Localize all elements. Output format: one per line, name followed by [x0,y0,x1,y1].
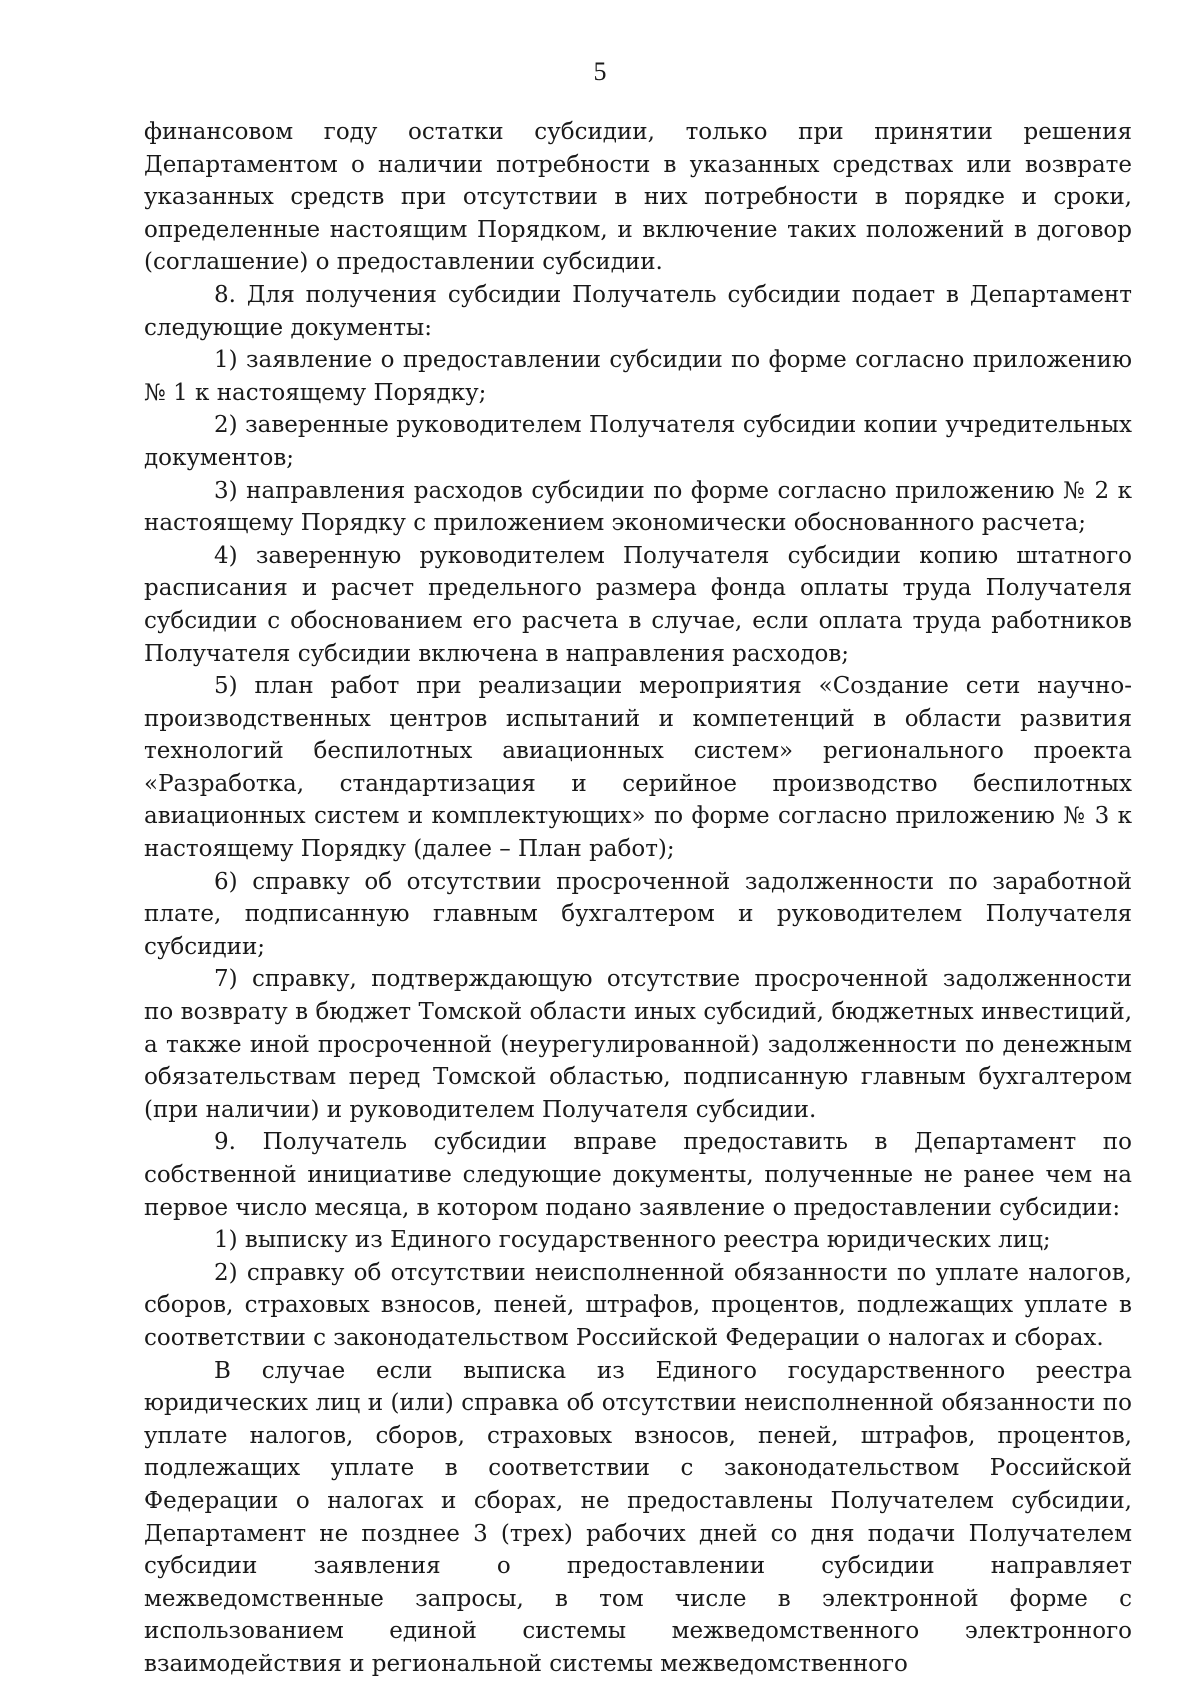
paragraph-item-9-2: 2) справку об отсутствии неисполненной обязанности по уплате налогов, сборов, страховых взносов, пеней, штрафов, процентов, подлежащих уплате в соответствии с законодательством Российской Федерации о налогах и сборах. [144,1259,1132,1351]
paragraph-item-9-1: 1) выписку из Единого государственного реестра юридических лиц; [214,1227,1051,1254]
paragraph-item-8-5: 5) план работ при реализации мероприятия «Создание сети научно-производственных центров испытаний и компетенций в области развития технологий беспилотных авиационных систем» регионального проекта «Разработка, стандартизация и серийное производство беспилотных авиационных систем и комплектующих» по форме согласно приложению № 3 к настоящему Порядку (далее – План работ); [144,673,1132,863]
paragraph-item-8-7: 7) справку, подтверждающую отсутствие просроченной задолженности по возврату в бюджет Томской области иных субсидий, бюджетных инвестиций, а также иной просроченной (неурегулированной) задолженности по денежным обязательствам перед Томской областью, подписанную главным бухгалтером (при наличии) и руководителем Получателя субсидии. [144,966,1132,1123]
paragraph-interagency-requests: В случае если выписка из Единого государственного реестра юридических лиц и (или) справка об отсутствии неисполненной обязанности по уплате налогов, сборов, страховых взносов, пеней, штрафов, процентов, подлежащих уплате в соответствии с законодательством Российской Федерации о налогах и сборах, не предоставлены Получателем субсидии, Департамент не позднее 3 (трех) рабочих дней со дня подачи Получателем субсидии заявления о предоставлении субсидии направляет межведомственные запросы, в том числе в электронной форме с использованием единой системы межведомственного электронного взаимодействия и региональной системы межведомственного [144,1357,1132,1677]
paragraph-item-8-1: 1) заявление о предоставлении субсидии по форме согласно приложению № 1 к настоящему Порядку; [144,347,1132,406]
document-body [144,116,1132,1681]
paragraph-continuation: финансовом году остатки субсидии, только при принятии решения Департаментом о наличии потребности в указанных средствах или возврате указанных средств при отсутствии в них потребности в порядке и сроки, определенные настоящим Порядком, и включение таких положений в договор (соглашение) о предоставлении субсидии. [144,119,1132,276]
paragraph-item-8-4: 4) заверенную руководителем Получателя субсидии копию штатного расписания и расчет предельного размера фонда оплаты труда Получателя субсидии с обоснованием его расчета в случае, если оплата труда работников Получателя субсидии включена в направления расходов; [144,542,1132,667]
paragraph-item-9: 9. Получатель субсидии вправе предоставить в Департамент по собственной инициативе следующие документы, полученные не ранее чем на первое число месяца, в котором подано заявление о предоставлении субсидии: [144,1129,1132,1221]
paragraph-item-8-2: 2) заверенные руководителем Получателя субсидии копии учредительных документов; [144,412,1132,471]
page-number: 5 [593,57,607,86]
paragraph-item-8: 8. Для получения субсидии Получатель субсидии подает в Департамент следующие документы: [144,281,1132,341]
paragraph-item-8-6: 6) справку об отсутствии просроченной задолженности по заработной плате, подписанную главным бухгалтером и руководителем Получателя субсидии; [144,868,1132,960]
paragraph-item-8-3: 3) направления расходов субсидии по форме согласно приложению № 2 к настоящему Порядку с приложением экономически обоснованного расчета; [144,477,1132,537]
